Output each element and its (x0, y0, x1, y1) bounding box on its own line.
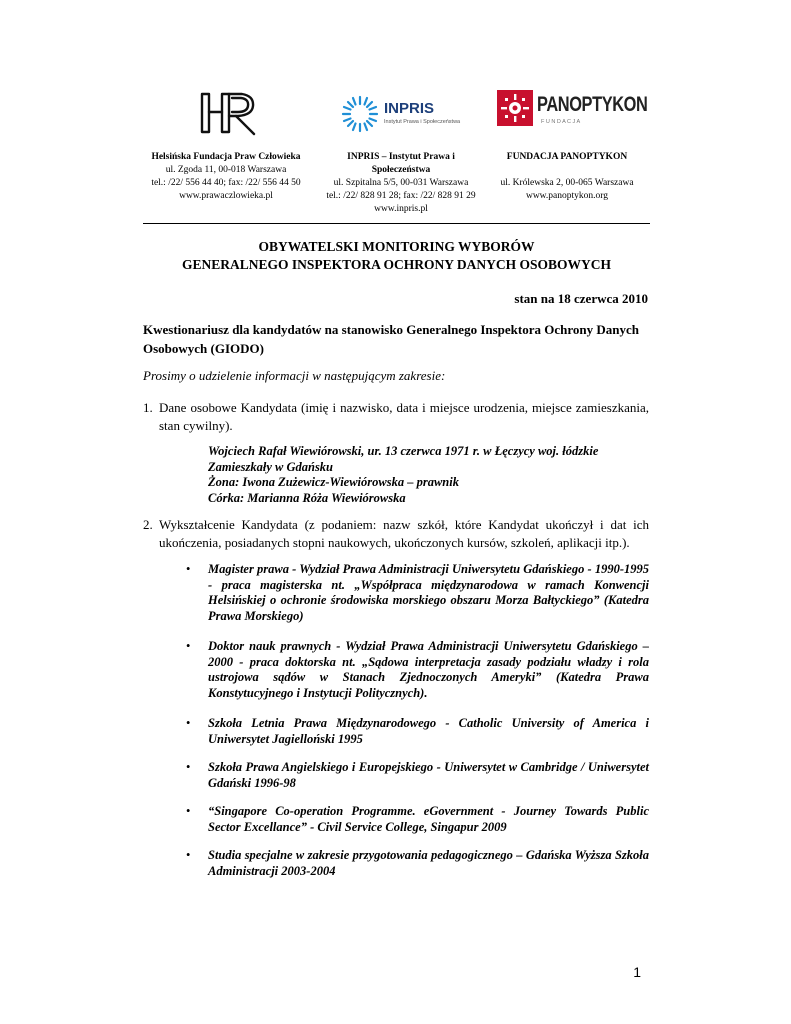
inpris-logo-name: INPRIS (384, 100, 435, 117)
org-name: Helsińska Fundacja Praw Człowieka (151, 152, 301, 162)
org-website: www.panoptykon.org (525, 191, 609, 201)
bullet-icon: • (186, 848, 191, 862)
org-phone: tel.: /22/ 556 44 40; fax: /22/ 556 44 50 (151, 178, 301, 188)
list-item (186, 716, 649, 747)
org-name: INPRIS – Instytut Prawa i Społeczeństwa (347, 152, 455, 175)
org-website: www.prawaczlowieka.pl (179, 191, 273, 201)
panoptykon-eye-icon (497, 90, 533, 126)
hfpc-logo (198, 90, 260, 136)
title-line-1: OBYWATELSKI MONITORING WYBORÓW (258, 239, 535, 254)
education-entry: Doktor nauk prawnych - Wydział Prawa Administracji Uniwersytetu Gdańskiego – 2000 - praca doktorska nt. „Sądowa interpretacja zasady podziału władzy i rola ustrojowa sądów w Stanach Zjednoczonych Ameryki” (Katedra Prawa Konstytucyjnego i Instytucji Politycznych). (208, 639, 649, 700)
org-website: www.inpris.pl (374, 204, 428, 214)
education-list (186, 562, 649, 879)
answer-line: Wojciech Rafał Wiewiórowski, ur. 13 czerwca 1971 r. w Łęczycy woj. łódzkie (208, 444, 599, 458)
bullet-icon: • (186, 760, 191, 774)
education-entry: Szkoła Prawa Angielskiego i Europejskiego - Uniwersytet w Cambridge / Uniwersytet Gdański 1996-98 (208, 760, 649, 790)
org-inpris (311, 151, 491, 216)
title-line-2: GENERALNEGO INSPEKTORA OCHRONY DANYCH OSOBOWYCH (181, 256, 612, 272)
question-1 (143, 399, 649, 435)
panoptykon-logo (497, 88, 648, 130)
question-text: Dane osobowe Kandydata (imię i nazwisko, data i miejsce urodzenia, miejsce zamieszkania, stan cywilny). (159, 400, 649, 433)
question-2 (143, 516, 649, 552)
prompt-text: Prosimy o udzielenie informacji w następującym zakresie: (143, 368, 446, 383)
page-number: 1 (633, 964, 641, 980)
org-hfpc (136, 151, 316, 203)
panoptykon-logo-name: PANOPTYKON (537, 93, 648, 116)
list-item (186, 760, 649, 791)
answer-line: Córka: Marianna Róża Wiewiórowska (208, 490, 406, 505)
education-entry: “Singapore Co-operation Programme. eGovernment - Journey Towards Public Sector Excellance” - Civil Service College, Singapur 2009 (208, 804, 649, 834)
inpris-logo (340, 92, 470, 136)
inpris-logo-subtitle: Instytut Prawa i Społeczeństwa (384, 119, 461, 125)
org-name: FUNDACJA PANOPTYKON (506, 152, 628, 162)
bullet-icon: • (186, 716, 191, 730)
answer-line: Zamieszkały w Gdańsku (208, 459, 334, 474)
list-item (186, 848, 649, 879)
org-phone: tel.: /22/ 828 91 28; fax: /22/ 828 91 29 (326, 191, 476, 201)
list-item (186, 804, 649, 835)
header-divider (143, 223, 650, 224)
document-date: stan na 18 czerwca 2010 (514, 291, 648, 306)
org-address: ul. Królewska 2, 00-065 Warszawa (500, 178, 634, 188)
question-number: 1. (143, 400, 153, 415)
org-panoptykon (477, 151, 657, 203)
answer-line: Żona: Iwona Zużewicz-Wiewiórowska – prawnik (208, 475, 459, 489)
bullet-icon: • (186, 639, 191, 653)
org-address: ul. Szpitalna 5/5, 00-031 Warszawa (333, 178, 469, 188)
education-entry: Studia specjalne w zakresie przygotowania pedagogicznego – Gdańska Wyższa Szkoła Administracji 2003-2004 (208, 848, 649, 878)
question-number: 2. (143, 517, 153, 532)
education-entry: Magister prawa - Wydział Prawa Administracji Uniwersytetu Gdańskiego - 1990-1995 - praca magisterska nt. „Współpraca międzynarodowa w ramach Konwencji Helsińskiej o ochronie środowiska morskiego obszaru Morza Bałtyckiego” (Katedra Prawa Morskiego) (208, 562, 649, 623)
bullet-icon: • (186, 562, 191, 576)
list-item (186, 562, 649, 624)
bullet-icon: • (186, 804, 191, 818)
list-item (186, 639, 649, 701)
document-title (143, 238, 650, 273)
education-entry: Szkoła Letnia Prawa Międzynarodowego - Catholic University of America i Uniwersytet Jagielloński 1995 (208, 716, 649, 746)
panoptykon-logo-subtitle: F U N D A C J A (541, 119, 581, 125)
answer-1 (208, 444, 648, 506)
inpris-sun-icon (340, 94, 380, 134)
questionnaire-title: Kwestionariusz dla kandydatów na stanowisko Generalnego Inspektora Ochrony Danych Osobowych (GIODO) (143, 322, 639, 356)
org-address: ul. Zgoda 11, 00-018 Warszawa (165, 165, 287, 175)
question-text: Wykształcenie Kandydata (z podaniem: nazw szkół, które Kandydat ukończył i dat ich ukończenia, posiadanych stopni naukowych, ukończonych kursów, szkoleń, aplikacji itp.). (159, 517, 649, 550)
